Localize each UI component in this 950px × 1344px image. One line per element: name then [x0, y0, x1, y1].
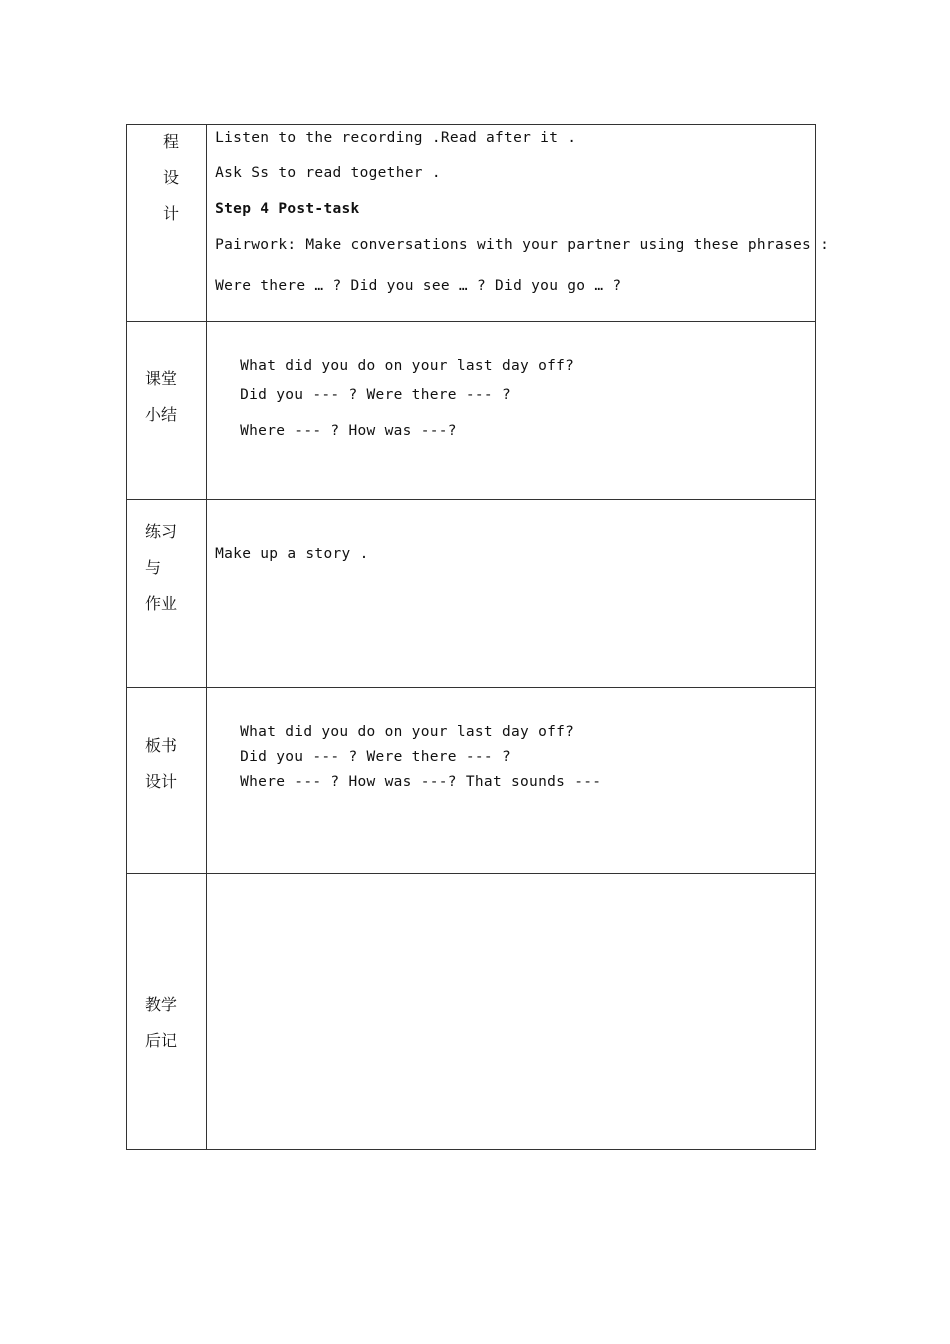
row-label-line: 课堂	[145, 369, 178, 388]
row-label-cell	[127, 874, 207, 1150]
row-label-line: 小结	[145, 405, 178, 424]
row-label-cell	[127, 500, 207, 688]
table-row-blackboard-design	[127, 688, 816, 874]
table-row-teaching-reflection	[127, 874, 816, 1150]
lesson-plan-table	[126, 124, 830, 1150]
table-row-class-summary	[127, 322, 816, 500]
content-line: Where --- ? How was ---? That sounds ---	[240, 774, 602, 790]
row-label-line: 教学	[145, 995, 178, 1014]
content-line: What did you do on your last day off?	[240, 358, 575, 374]
row-label-cell	[127, 688, 207, 874]
row-label-cell	[127, 125, 207, 322]
row-label-line: 板书	[145, 736, 178, 755]
table-row-homework	[127, 500, 816, 688]
row-content-cell	[207, 125, 830, 322]
row-label-line: 设计	[145, 772, 178, 791]
row-content-cell-empty	[207, 874, 816, 1150]
content-line: Where --- ? How was ---?	[240, 423, 457, 439]
row-label-line: 与	[145, 558, 162, 577]
row-label-cell	[127, 322, 207, 500]
content-line: Ask Ss to read together .	[215, 165, 441, 181]
row-content-cell	[207, 500, 816, 688]
row-label-line: 程	[163, 132, 180, 151]
content-line: Listen to the recording .Read after it .	[215, 130, 577, 146]
row-label-line: 计	[163, 204, 180, 223]
content-line: Pairwork: Make conversations with your partner using these phrases :	[215, 237, 830, 253]
row-label-line: 后记	[145, 1031, 178, 1050]
row-label-line: 练习	[145, 522, 178, 541]
content-line: Did you --- ? Were there --- ?	[240, 387, 512, 403]
table-row-process-design	[127, 125, 816, 322]
row-content-cell	[207, 322, 816, 500]
row-label-line: 作业	[145, 594, 178, 613]
content-line: What did you do on your last day off?	[240, 724, 575, 740]
content-line: Make up a story .	[215, 546, 369, 562]
step-heading: Step 4 Post-task	[215, 201, 360, 217]
content-line: Did you --- ? Were there --- ?	[240, 749, 512, 765]
row-label-line: 设	[163, 168, 180, 187]
content-line: Were there … ? Did you see … ? Did you go … ?	[215, 278, 622, 294]
row-content-cell	[207, 688, 816, 874]
